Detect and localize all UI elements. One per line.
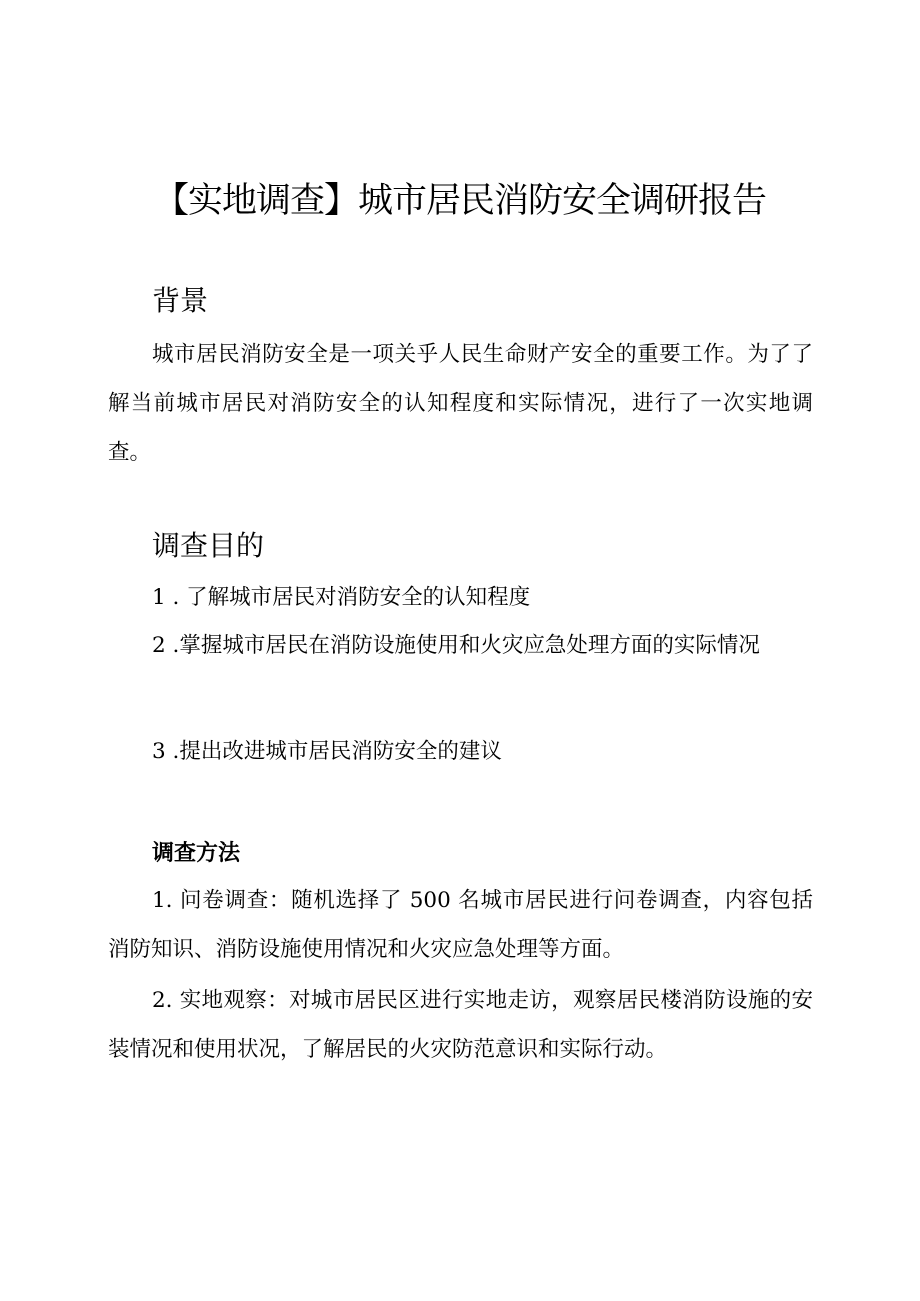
document-title: 【实地调查】城市居民消防安全调研报告: [153, 181, 766, 221]
background-paragraph: 城市居民消防安全是一项关乎人民生命财产安全的重要工作。为了了解当前城市居民对消防安全的认知程度和实际情况，进行了一次实地调查。: [108, 342, 813, 465]
purpose-item-1: 1 . 了解城市居民对消防安全的认知程度: [152, 585, 531, 610]
purpose-heading: 调查目的: [152, 529, 265, 562]
purpose-item-3: 3 .提出改进城市居民消防安全的建议: [152, 739, 502, 764]
method-item-2: 2. 实地观察：对城市居民区进行实地走访，观察居民楼消防设施的安装情况和使用状况，了解居民的火灾防范意识和实际行动。: [108, 988, 813, 1062]
method-item-1: 1. 问卷调查：随机选择了 500 名城市居民进行问卷调查，内容包括消防知识、消防设施使用情况和火灾应急处理等方面。: [108, 888, 813, 962]
method-heading: 调查方法: [152, 840, 241, 866]
purpose-item-2: 2 .掌握城市居民在消防设施使用和火灾应急处理方面的实际情况: [152, 633, 760, 658]
background-heading: 背景: [152, 284, 209, 317]
